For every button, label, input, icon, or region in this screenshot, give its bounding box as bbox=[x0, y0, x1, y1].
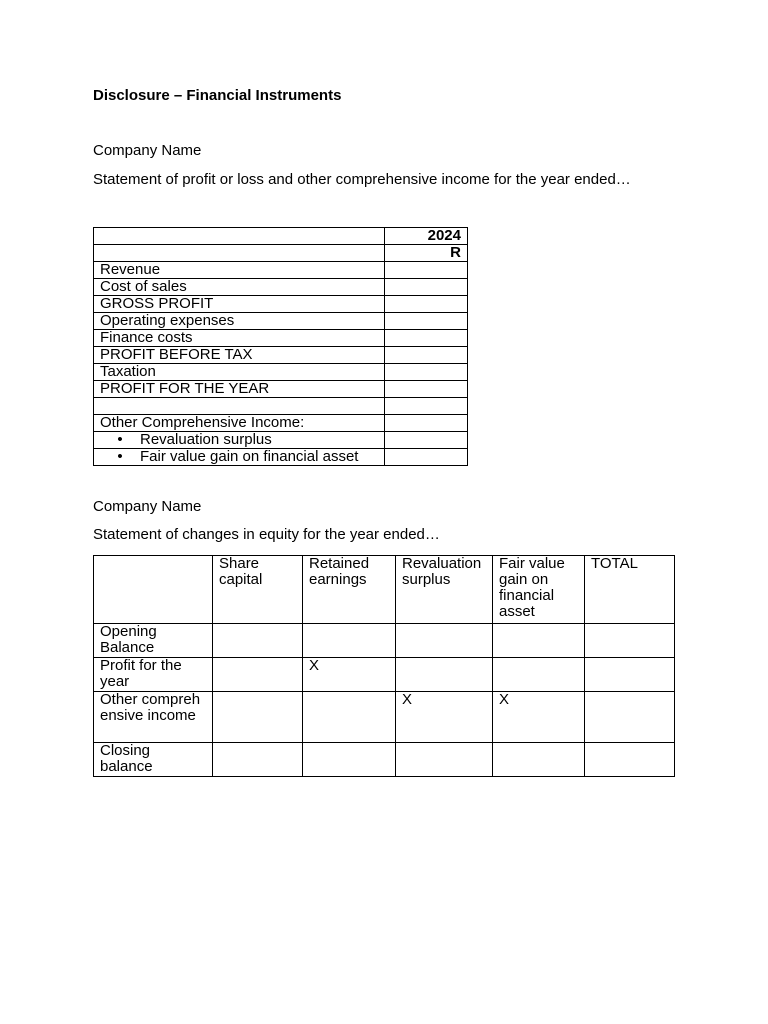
company-name-2: Company Name bbox=[93, 498, 202, 515]
table-cell bbox=[303, 743, 396, 777]
table-cell bbox=[384, 296, 467, 313]
column-header: Share capital bbox=[213, 556, 303, 624]
column-header bbox=[94, 556, 213, 624]
table-cell bbox=[213, 692, 303, 743]
table-cell: X bbox=[303, 658, 396, 692]
table-cell bbox=[384, 398, 467, 415]
table-cell bbox=[396, 658, 493, 692]
table-cell bbox=[585, 624, 675, 658]
table-cell bbox=[94, 245, 385, 262]
table-cell bbox=[585, 743, 675, 777]
row-label: Taxation bbox=[94, 364, 385, 381]
table-cell bbox=[213, 658, 303, 692]
year-header: 2024 bbox=[384, 228, 467, 245]
table-row bbox=[94, 432, 468, 449]
column-header: Retained earnings bbox=[303, 556, 396, 624]
statement-title-1: Statement of profit or loss and other comprehensive income for the year ended… bbox=[93, 171, 631, 188]
bullet-icon: • bbox=[117, 431, 123, 448]
table-row bbox=[94, 228, 468, 245]
row-label: Other comprehensive income bbox=[94, 692, 213, 743]
equity-table bbox=[93, 555, 675, 777]
bullet-icon: • bbox=[117, 448, 123, 465]
table-cell bbox=[384, 415, 467, 432]
row-label: Closing balance bbox=[94, 743, 213, 777]
table-cell bbox=[94, 228, 385, 245]
table-cell bbox=[493, 743, 585, 777]
table-cell bbox=[384, 262, 467, 279]
table-row bbox=[94, 279, 468, 296]
row-label: Other Comprehensive Income: bbox=[94, 415, 385, 432]
table-cell bbox=[396, 624, 493, 658]
table-cell bbox=[585, 692, 675, 743]
table-cell bbox=[384, 381, 467, 398]
row-label: Operating expenses bbox=[94, 313, 385, 330]
table-row bbox=[94, 449, 468, 466]
row-label: Finance costs bbox=[94, 330, 385, 347]
table-cell bbox=[384, 449, 467, 466]
table-cell bbox=[384, 364, 467, 381]
table-row bbox=[94, 415, 468, 432]
table-row bbox=[94, 624, 675, 658]
column-header: TOTAL bbox=[585, 556, 675, 624]
table-row bbox=[94, 381, 468, 398]
row-label: PROFIT BEFORE TAX bbox=[94, 347, 385, 364]
currency-header: R bbox=[384, 245, 467, 262]
table-row bbox=[94, 692, 675, 743]
table-cell: X bbox=[396, 692, 493, 743]
row-label: Fair value gain on financial asset bbox=[140, 448, 359, 465]
row-label: PROFIT FOR THE YEAR bbox=[94, 381, 385, 398]
table-row bbox=[94, 245, 468, 262]
table-row bbox=[94, 330, 468, 347]
row-label: Cost of sales bbox=[94, 279, 385, 296]
table-row bbox=[94, 313, 468, 330]
table-cell bbox=[493, 624, 585, 658]
table-row bbox=[94, 364, 468, 381]
table-cell bbox=[384, 330, 467, 347]
table-cell bbox=[303, 624, 396, 658]
profit-loss-table bbox=[93, 227, 468, 466]
table-row bbox=[94, 262, 468, 279]
table-row bbox=[94, 556, 675, 624]
row-label: GROSS PROFIT bbox=[94, 296, 385, 313]
table-cell bbox=[213, 743, 303, 777]
table-cell bbox=[213, 624, 303, 658]
row-label: Opening Balance bbox=[94, 624, 213, 658]
row-label: Profit for the year bbox=[94, 658, 213, 692]
table-cell bbox=[384, 279, 467, 296]
table-cell bbox=[585, 658, 675, 692]
table-cell bbox=[493, 658, 585, 692]
bullet-row bbox=[94, 432, 385, 449]
row-label bbox=[94, 398, 385, 415]
table-cell bbox=[396, 743, 493, 777]
table-row bbox=[94, 398, 468, 415]
company-name-1: Company Name bbox=[93, 142, 202, 159]
column-header: Fair value gain on financial asset bbox=[493, 556, 585, 624]
table-row bbox=[94, 658, 675, 692]
row-label: Revenue bbox=[94, 262, 385, 279]
row-label: Revaluation surplus bbox=[140, 431, 272, 448]
statement-title-2: Statement of changes in equity for the year ended… bbox=[93, 526, 440, 543]
column-header: Revaluation surplus bbox=[396, 556, 493, 624]
table-row bbox=[94, 347, 468, 364]
bullet-row bbox=[94, 449, 385, 466]
table-row bbox=[94, 296, 468, 313]
table-cell bbox=[384, 432, 467, 449]
page-title: Disclosure – Financial Instruments bbox=[93, 87, 342, 104]
table-cell: X bbox=[493, 692, 585, 743]
table-cell bbox=[384, 347, 467, 364]
table-cell bbox=[303, 692, 396, 743]
table-row bbox=[94, 743, 675, 777]
table-cell bbox=[384, 313, 467, 330]
